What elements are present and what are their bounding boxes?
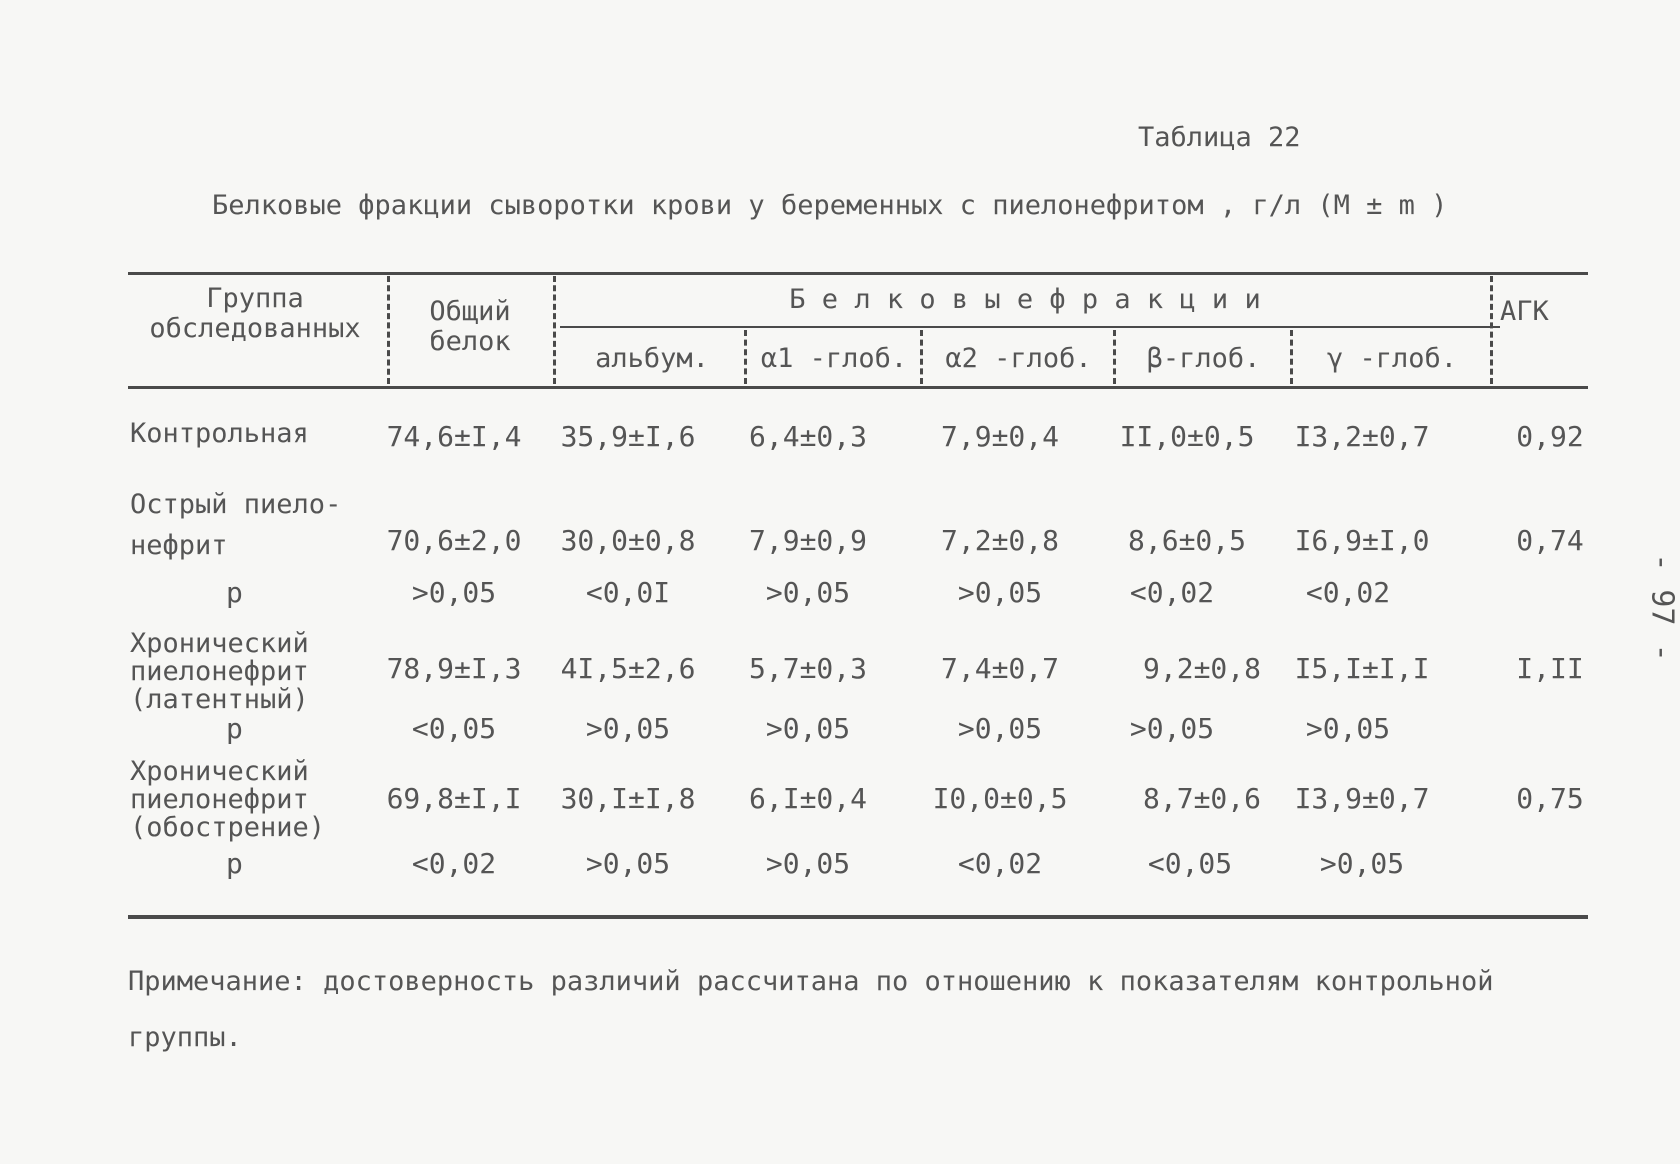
separator (1290, 330, 1293, 384)
p-value: >0,05 (1305, 712, 1391, 745)
table-cell: 7,2±0,8 (940, 524, 1060, 557)
row-label: Хронический пиелонефрит (латентный) (130, 628, 309, 715)
header-beta: β-глоб. (1146, 343, 1261, 374)
separator (553, 276, 556, 384)
p-value: <0,02 (957, 847, 1043, 880)
header-total-protein: Общий белок (429, 296, 511, 357)
table-cell: 8,7±0,6 (1142, 782, 1262, 815)
table-cell: 74,6±I,4 (386, 420, 522, 453)
separator (387, 276, 390, 384)
p-value: <0,02 (1305, 576, 1391, 609)
header-albumin: альбум. (595, 343, 709, 374)
p-value: >0,05 (957, 576, 1043, 609)
table-cell: 30,I±I,8 (560, 782, 696, 815)
table-cell: 4I,5±2,6 (560, 652, 696, 685)
p-value: >0,05 (765, 847, 851, 880)
table-caption: Белковые фракции сыворотки крови у беременных с пиелонефритом , г/л (М ± m ) (212, 190, 1448, 221)
separator (1113, 330, 1116, 384)
table-cell: 6,4±0,3 (748, 420, 868, 453)
fractions-rule (560, 326, 1500, 328)
table-cell: 0,74 (1516, 524, 1584, 557)
header-alpha2: α2 -глоб. (945, 343, 1092, 374)
p-value: <0,0I (585, 576, 671, 609)
p-value: >0,05 (411, 576, 497, 609)
top-rule (128, 272, 1588, 275)
table-cell: I3,2±0,7 (1294, 420, 1430, 453)
table-cell: 7,4±0,7 (940, 652, 1060, 685)
separator (744, 330, 747, 384)
table-cell: I6,9±I,0 (1294, 524, 1430, 557)
table-cell: 6,I±0,4 (748, 782, 868, 815)
p-label: p (226, 576, 243, 609)
p-label: p (226, 712, 243, 745)
table-cell: 7,9±0,9 (748, 524, 868, 557)
table-cell: I,II (1516, 652, 1584, 685)
table-cell: 7,9±0,4 (940, 420, 1060, 453)
page-number: - 97 - (1644, 553, 1680, 662)
table-cell: 69,8±I,I (386, 782, 522, 815)
p-value: >0,05 (1129, 712, 1215, 745)
header-fractions: Б е л к о в ы е ф р а к ц и и (789, 284, 1261, 315)
header-agk: АГК (1500, 296, 1549, 327)
table-cell: II,0±0,5 (1119, 420, 1255, 453)
table-label: Таблица 22 (1138, 122, 1301, 153)
table-cell: 0,92 (1516, 420, 1584, 453)
p-value: >0,05 (585, 847, 671, 880)
bottom-rule (128, 915, 1588, 919)
p-value: <0,02 (1129, 576, 1215, 609)
p-label: p (226, 847, 243, 880)
p-value: >0,05 (1319, 847, 1405, 880)
header-bottom-rule (128, 386, 1588, 389)
row-label: Хронический пиелонефрит (обострение) (130, 756, 326, 843)
p-value: <0,02 (411, 847, 497, 880)
table-cell: 9,2±0,8 (1142, 652, 1262, 685)
p-value: >0,05 (765, 576, 851, 609)
p-value: <0,05 (1147, 847, 1233, 880)
table-cell: I5,I±I,I (1294, 652, 1430, 685)
row-label: Острый пиело- нефрит (130, 489, 342, 561)
header-alpha1: α1 -глоб. (760, 343, 908, 374)
table-cell: 35,9±I,6 (560, 420, 696, 453)
p-value: >0,05 (585, 712, 671, 745)
table-note: Примечание: достоверность различий рассчитана по отношению к показателям контрольной группы. (128, 966, 1494, 1053)
row-label: Контрольная (130, 418, 309, 449)
table-cell: 8,6±0,5 (1127, 524, 1247, 557)
table-cell: 30,0±0,8 (560, 524, 696, 557)
p-value: >0,05 (957, 712, 1043, 745)
table-cell: 0,75 (1516, 782, 1584, 815)
p-value: >0,05 (765, 712, 851, 745)
header-group: Группа обследованных (149, 283, 361, 344)
table-cell: 78,9±I,3 (386, 652, 522, 685)
p-value: <0,05 (411, 712, 497, 745)
table-cell: 70,6±2,0 (386, 524, 522, 557)
table-cell: 5,7±0,3 (748, 652, 868, 685)
header-gamma: γ -глоб. (1326, 343, 1458, 374)
separator (920, 330, 923, 384)
separator (1490, 276, 1493, 384)
table-cell: I0,0±0,5 (932, 782, 1068, 815)
table-cell: I3,9±0,7 (1294, 782, 1430, 815)
